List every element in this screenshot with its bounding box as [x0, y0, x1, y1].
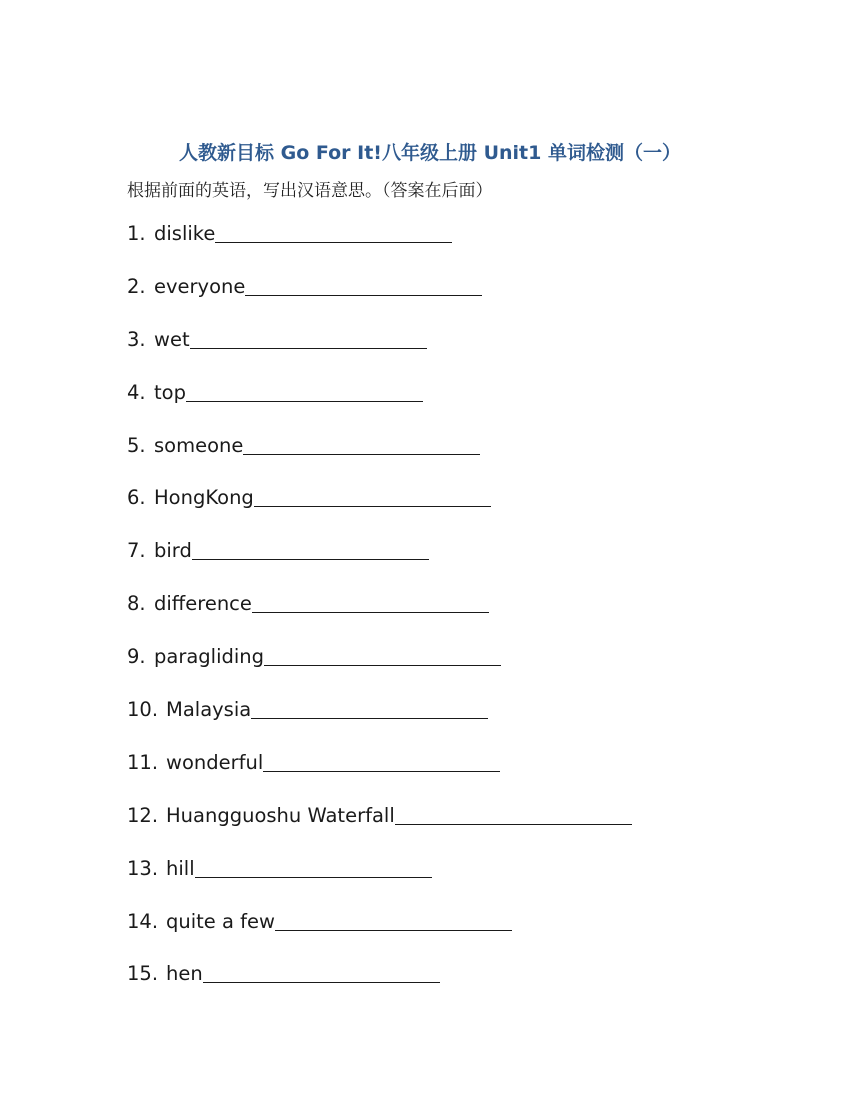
list-item — [127, 855, 767, 908]
item-word: top — [154, 380, 186, 404]
item-word: hen — [166, 962, 203, 986]
answer-blank[interactable] — [190, 326, 427, 349]
item-word: bird — [154, 539, 192, 563]
item-word: difference — [154, 592, 252, 616]
item-number: 14. — [127, 909, 159, 933]
answer-blank[interactable] — [203, 960, 440, 983]
item-number: 15. — [127, 962, 159, 986]
list-item — [127, 590, 767, 643]
answer-blank[interactable] — [254, 484, 491, 507]
list-item — [127, 537, 767, 590]
item-number: 1. — [127, 222, 146, 245]
vocabulary-list — [127, 220, 767, 1013]
answer-blank[interactable] — [263, 749, 500, 772]
list-item — [127, 696, 767, 749]
item-number: 4. — [127, 380, 146, 404]
item-word: someone — [154, 433, 244, 457]
list-item — [127, 273, 767, 326]
item-number: 10. — [127, 698, 159, 722]
item-word: quite a few — [166, 909, 275, 933]
item-number: 6. — [127, 486, 146, 510]
item-number: 7. — [127, 539, 146, 563]
answer-blank[interactable] — [251, 696, 488, 719]
answer-blank[interactable] — [192, 537, 429, 560]
answer-blank[interactable] — [395, 802, 632, 825]
item-number: 2. — [127, 274, 146, 298]
list-item — [127, 749, 767, 802]
answer-blank[interactable] — [243, 432, 480, 455]
item-number: 8. — [127, 592, 146, 616]
item-word: everyone — [154, 274, 246, 298]
list-item — [127, 432, 767, 485]
answer-blank[interactable] — [264, 643, 501, 666]
item-word: paragliding — [154, 645, 265, 669]
item-word: Malaysia — [166, 698, 252, 722]
item-word: wet — [154, 327, 190, 351]
instruction-text: 根据前面的英语，写出汉语意思。（答案在后面） — [127, 181, 493, 201]
answer-blank[interactable] — [275, 908, 512, 931]
list-item — [127, 908, 767, 961]
item-word: wonderful — [166, 750, 264, 774]
answer-blank[interactable] — [245, 273, 482, 296]
item-number: 11. — [127, 750, 159, 774]
list-item — [127, 643, 767, 696]
page-title: 人教新目标 Go For It!八年级上册 Unit1 单词检测（一） — [179, 142, 681, 164]
item-word: dislike — [154, 222, 216, 245]
item-number: 9. — [127, 645, 146, 669]
list-item — [127, 960, 767, 1013]
item-number: 12. — [127, 803, 159, 827]
item-word: HongKong — [154, 486, 254, 510]
list-item — [127, 484, 767, 537]
item-number: 3. — [127, 327, 146, 351]
list-item — [127, 220, 767, 273]
item-number: 13. — [127, 856, 159, 880]
list-item — [127, 379, 767, 432]
item-word: Huangguoshu Waterfall — [166, 803, 395, 827]
answer-blank[interactable] — [215, 220, 452, 243]
item-number: 5. — [127, 433, 146, 457]
answer-blank[interactable] — [252, 590, 489, 613]
list-item — [127, 802, 767, 855]
answer-blank[interactable] — [186, 379, 423, 402]
answer-blank[interactable] — [195, 855, 432, 878]
list-item — [127, 326, 767, 379]
item-word: hill — [166, 856, 195, 880]
